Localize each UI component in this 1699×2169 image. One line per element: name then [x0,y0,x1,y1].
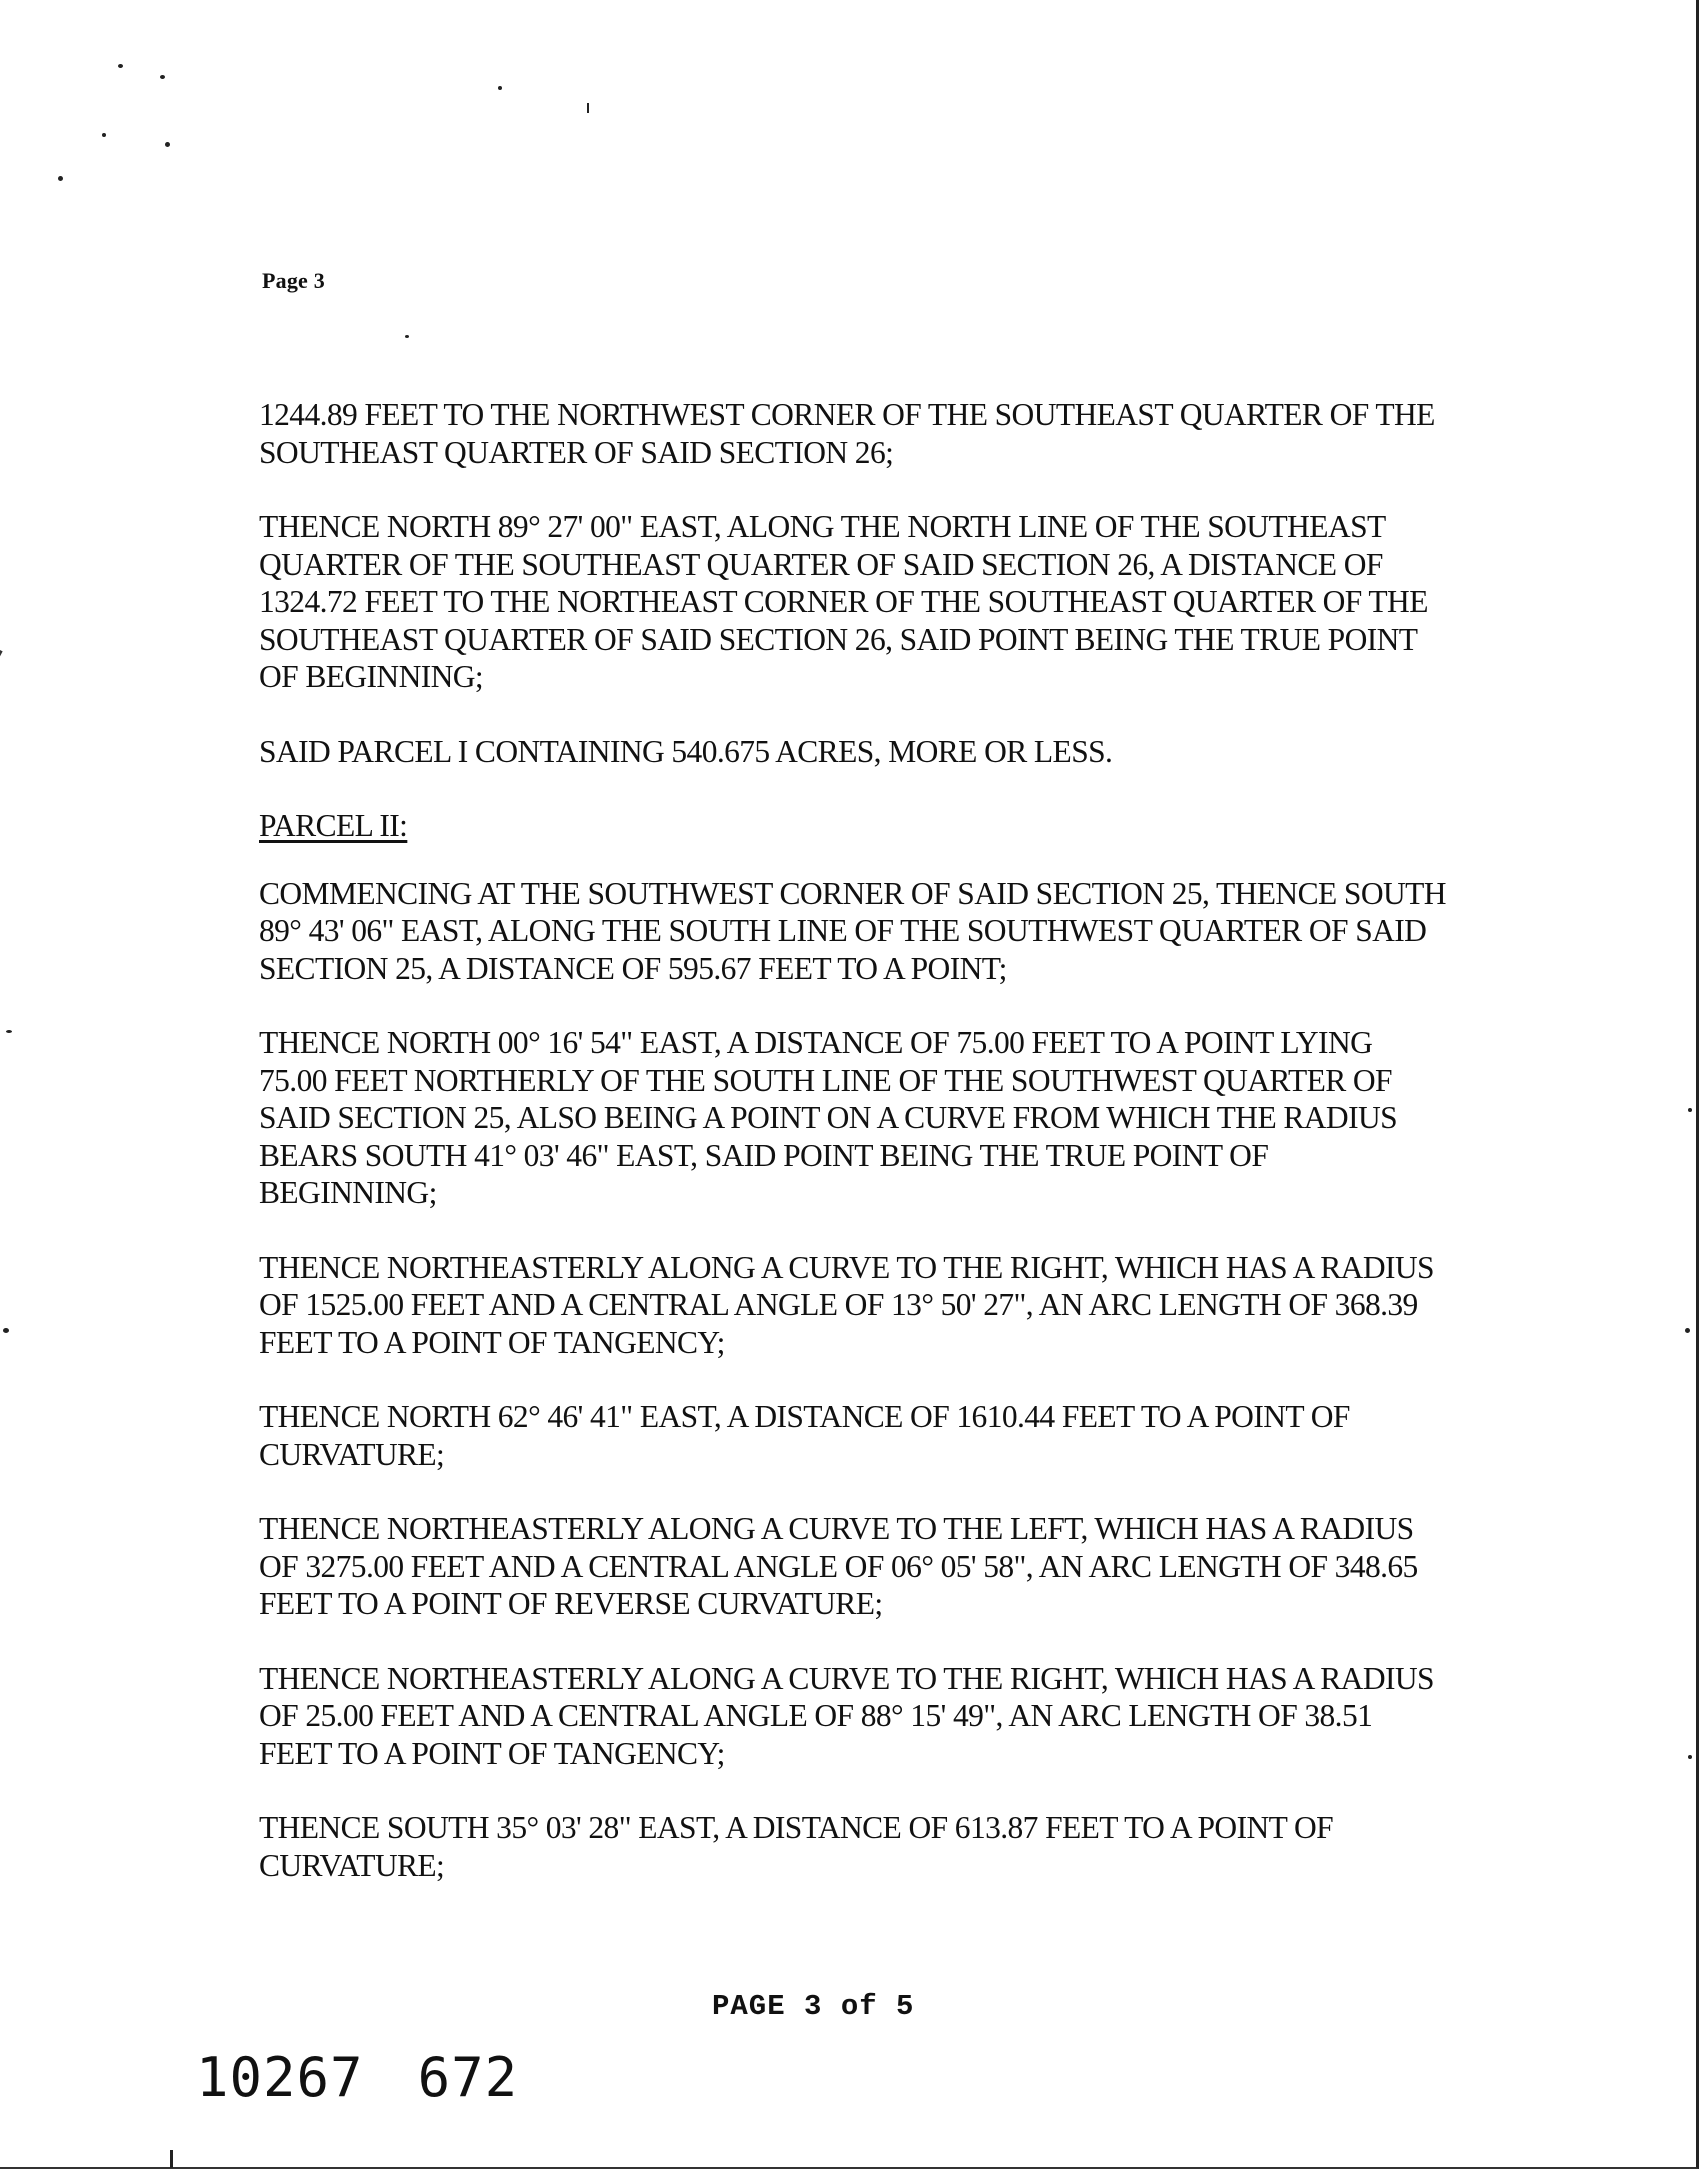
paragraph: THENCE NORTHEASTERLY ALONG A CURVE TO THE RIGHT, WHICH HAS A RADIUS OF 25.00 FEET AND A CENTRAL ANGLE OF 88° 15' 49", AN ARC LENGTH OF 38.51 FEET TO A POINT OF TANGENCY; [259,1660,1434,1771]
scan-speck [1688,1755,1692,1759]
paragraph: THENCE NORTHEASTERLY ALONG A CURVE TO THE LEFT, WHICH HAS A RADIUS OF 3275.00 FEET AND A CENTRAL ANGLE OF 06° 05' 58", AN ARC LENGTH OF 348.65 FEET TO A POINT OF REVERSE CURVATURE; [259,1511,1418,1621]
scan-speck [165,142,170,147]
scan-edge-mark [0,650,3,766]
scan-speck [170,2150,173,2168]
scan-speck [58,176,63,181]
scan-speck [102,133,106,137]
acreage-statement: SAID PARCEL I CONTAINING 540.675 ACRES, MORE OR LESS. [259,733,1113,769]
paragraph: THENCE NORTHEASTERLY ALONG A CURVE TO THE RIGHT, WHICH HAS A RADIUS OF 1525.00 FEET AND A CENTRAL ANGLE OF 13° 50' 27", AN ARC LENGTH OF 368.39 FEET TO A POINT OF TANGENCY; [259,1249,1434,1360]
paragraph: THENCE NORTH 00° 16' 54" EAST, A DISTANCE OF 75.00 FEET TO A POINT LYING 75.00 FEET NORTHERLY OF THE SOUTH LINE OF THE SOUTHWEST QUARTER OF SAID SECTION 25, ALSO BEING A POINT ON A CURVE FROM WHICH THE RADIUS BEARS SOUTH 41° 03' 46" EAST, SAID POINT BEING THE TRUE POINT OF BEGINNING; [259,1025,1398,1210]
paragraph: THENCE NORTH 62° 46' 41" EAST, A DISTANCE OF 1610.44 FEET TO A POINT OF CURVATURE; [259,1399,1350,1472]
scan-speck [118,64,123,68]
book-number: 10267 [196,2046,364,2109]
legal-description [259,396,1499,1921]
recording-stamp [196,2046,518,2109]
scan-speck [587,103,589,113]
page-footer: PAGE 3 of 5 [712,1990,915,2023]
paragraph: COMMENCING AT THE SOUTHWEST CORNER OF SAID SECTION 25, THENCE SOUTH 89° 43' 06" EAST, ALONG THE SOUTH LINE OF THE SOUTHWEST QUARTER OF SAID SECTION 25, A DISTANCE OF 595.67 FEET TO A POINT; [259,875,1446,986]
scan-speck [405,335,409,338]
page-label: Page 3 [262,268,325,293]
scan-speck [6,1030,12,1033]
paragraph: THENCE SOUTH 35° 03' 28" EAST, A DISTANCE OF 613.87 FEET TO A POINT OF CURVATURE; [259,1810,1334,1883]
scan-speck [160,75,165,79]
scan-speck [3,1328,9,1333]
scan-speck [498,86,502,90]
paragraph: THENCE NORTH 89° 27' 00" EAST, ALONG THE NORTH LINE OF THE SOUTHEAST QUARTER OF THE SOUTHEAST QUARTER OF SAID SECTION 26, A DISTANCE OF 1324.72 FEET TO THE NORTHEAST CORNER OF THE SOUTHEAST QUARTER OF THE SOUTHEAST QUARTER OF SAID SECTION 26, SAID POINT BEING THE TRUE POINT OF BEGINNING; [259,509,1428,694]
parcel-heading: PARCEL II: [259,808,408,843]
page-number: 672 [417,2046,519,2109]
scan-speck [1688,1108,1692,1112]
scan-speck [1685,1328,1690,1333]
paragraph: 1244.89 FEET TO THE NORTHWEST CORNER OF THE SOUTHEAST QUARTER OF THE SOUTHEAST QUARTER OF SAID SECTION 26; [259,397,1435,470]
